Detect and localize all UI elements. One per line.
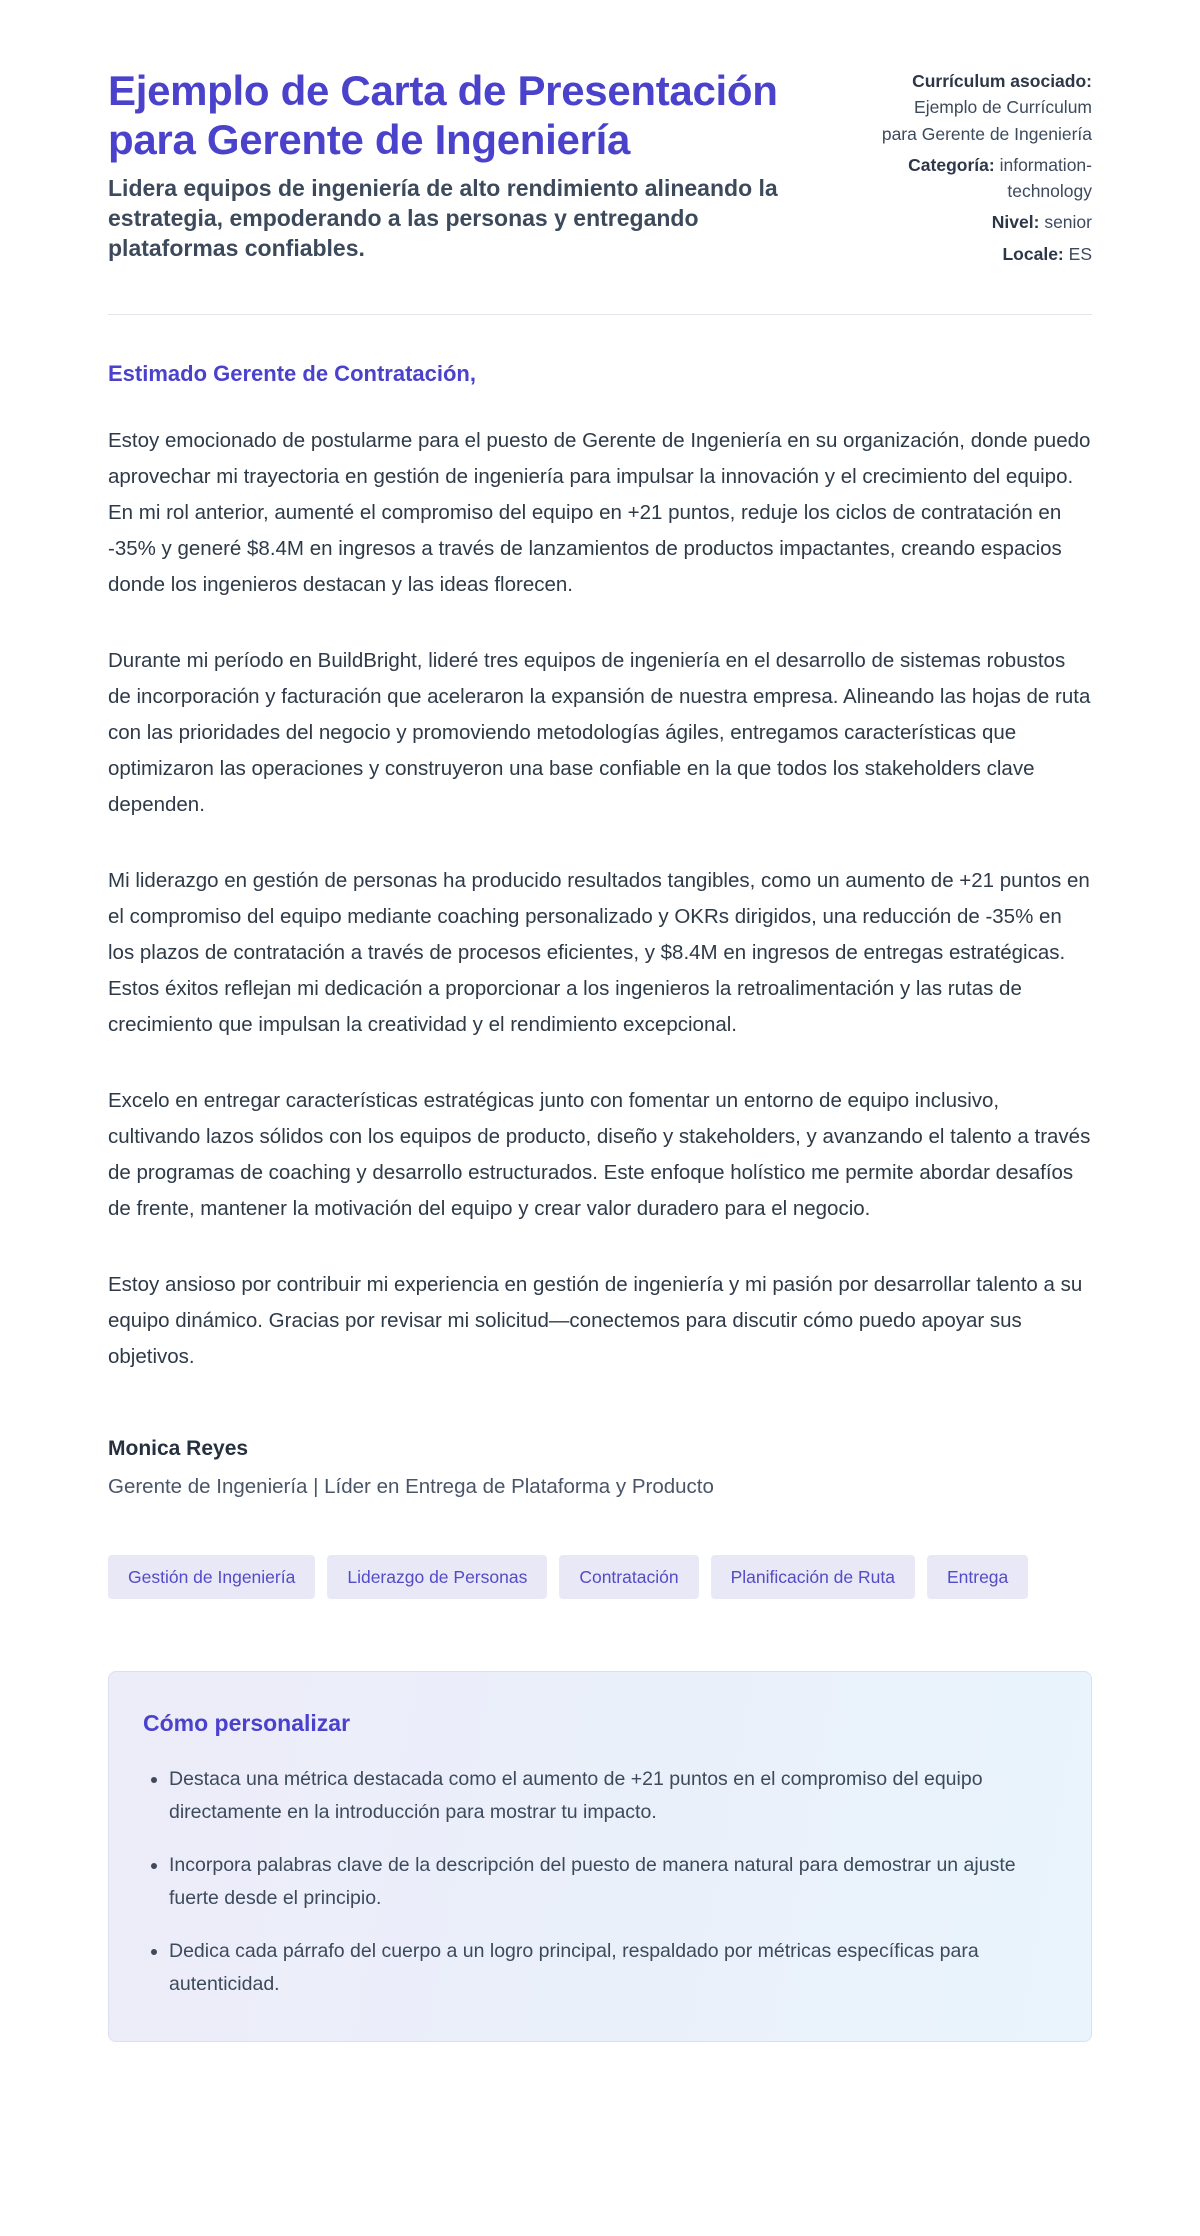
meta-associated-resume [877,68,1092,147]
meta-level [877,209,1092,235]
signature-block [108,1437,1092,1499]
tips-list [143,1763,1057,2001]
cover-letter-page [108,0,1092,2112]
letter-paragraph: Excelo en entregar características estratégicas junto con fomentar un entorno de equipo inclusivo, cultivando lazos sólidos con los equipos de producto, diseño y stakeholders, y avanzando el talento a través de programas de coaching y desarrollo estructurados. Este enfoque holístico me permite abordar desafíos de frente, mantener la motivación del equipo y crear valor duradero para el negocio. [108,1088,1091,1220]
page-header [108,66,1092,315]
document-meta [877,68,1092,272]
letter-paragraph: Estoy emocionado de postularme para el puesto de Gerente de Ingeniería en su organización, donde puedo aprovechar mi trayectoria en gestión de ingeniería para impulsar la innovación y el crecimiento del equipo. En mi rol anterior, aumenté el compromiso del equipo en +21 puntos, reduje los ciclos de contratación en -35% y generé $8.4M en ingresos a través de lanzamientos de productos impactantes, creando espacios donde los ingenieros destacan y las ideas florecen. [108,428,1091,596]
meta-level-label: Nivel: [991,212,1040,233]
tip-item: • Dedica cada párrafo del cuerpo a un logro principal, respaldado por métricas específicas para autenticidad. [169,1935,1057,2001]
skill-tag: Planificación de Ruta [711,1555,915,1599]
page-subtitle: Lidera equipos de ingeniería de alto rendimiento alineando la estrategia, empoderando a las personas y entregando plataformas confiables. [108,175,778,262]
tip-item: • Destaca una métrica destacada como el aumento de +21 puntos en el compromiso del equipo directamente en la introducción para mostrar tu impacto. [169,1763,1057,1829]
meta-locale-value: ES [1068,243,1092,264]
letter-paragraph: Durante mi período en BuildBright, lideré tres equipos de ingeniería en el desarrollo de sistemas robustos de incorporación y facturación que aceleraron la expansión de nuestra empresa. Alineando las hojas de ruta con las prioridades del negocio y promoviendo metodologías ágiles, entregamos características que optimizaron las operaciones y construyeron una base confiable en la que todos los stakeholders clave dependen. [108,648,1091,816]
letter-body [108,315,1092,1599]
skill-tag: Liderazgo de Personas [327,1555,547,1599]
customization-tips-box [108,1671,1092,2042]
letter-paragraph: Estoy ansioso por contribuir mi experiencia en gestión de ingeniería y mi pasión por desarrollar talento a su equipo dinámico. Gracias por revisar mi solicitud—conectemos para discutir cómo puedo apoyar sus objetivos. [108,1272,1083,1368]
meta-resume-label: Currículum asociado: [912,71,1092,91]
header-title-block [108,66,798,264]
meta-resume-value: Ejemplo de Currículum para Gerente de Ingeniería [881,97,1092,144]
meta-category [877,152,1092,205]
signature-name: Monica Reyes [108,1436,249,1460]
skill-tag: Entrega [927,1555,1028,1599]
meta-locale-label: Locale: [1002,243,1064,264]
meta-level-value: senior [1044,212,1092,233]
page-title: Ejemplo de Carta de Presentación para Gerente de Ingeniería [108,67,778,164]
meta-category-label: Categoría: [908,154,995,175]
skill-tags [108,1555,1092,1599]
letter-greeting: Estimado Gerente de Contratación, [108,360,476,386]
tip-item: • Incorpora palabras clave de la descripción del puesto de manera natural para demostrar un ajuste fuerte desde el principio. [169,1849,1057,1915]
letter-paragraph: Mi liderazgo en gestión de personas ha producido resultados tangibles, como un aumento de +21 puntos en el compromiso del equipo mediante coaching personalizado y OKRs dirigidos, una reducción de -35% en los plazos de contratación a través de procesos eficientes, y $8.4M en ingresos de entregas estratégicas. Estos éxitos reflejan mi dedicación a proporcionar a los ingenieros la retroalimentación y las rutas de crecimiento que impulsan la creatividad y el rendimiento excepcional. [108,868,1090,1036]
tips-title: Cómo personalizar [143,1709,351,1736]
meta-category-value: information-technology [999,154,1092,201]
signature-role: Gerente de Ingeniería | Líder en Entrega de Plataforma y Producto [108,1474,714,1498]
meta-locale [877,241,1092,267]
skill-tag: Contratación [559,1555,698,1599]
skill-tag: Gestión de Ingeniería [108,1555,315,1599]
